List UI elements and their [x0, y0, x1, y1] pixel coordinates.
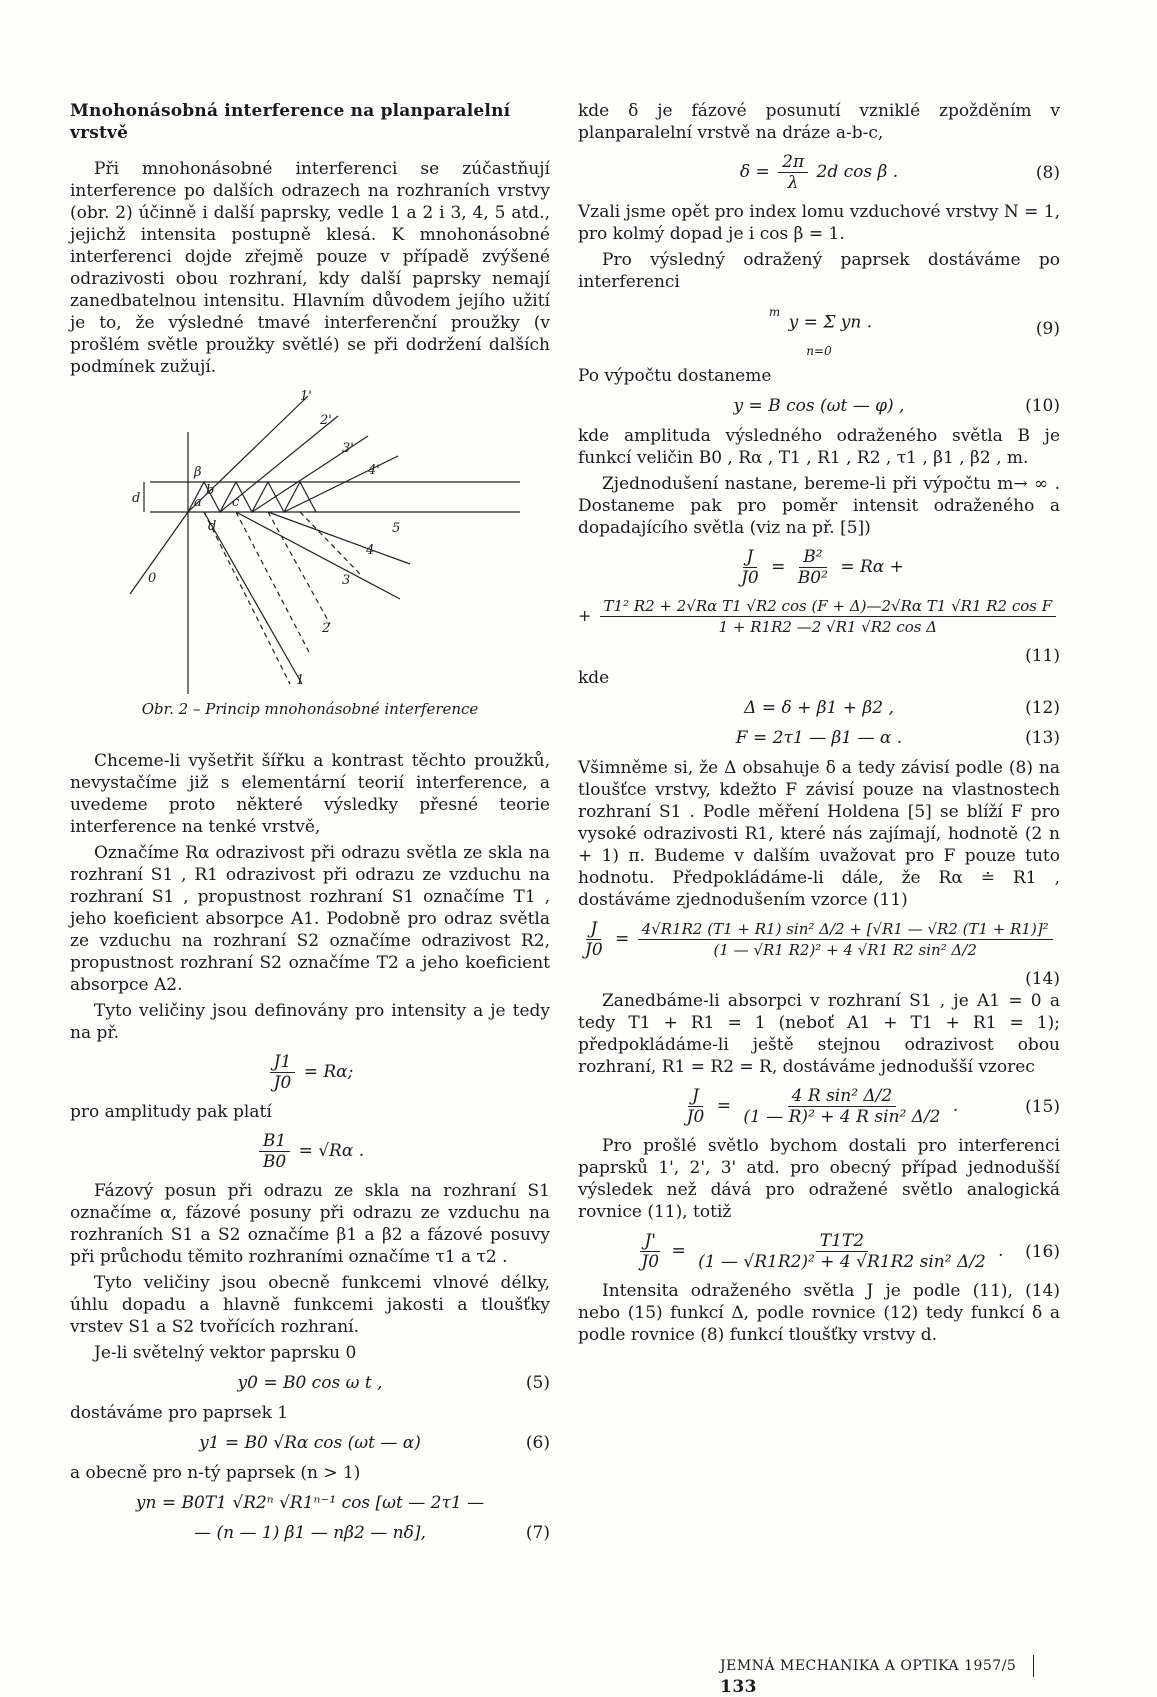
svg-text:β: β: [194, 465, 202, 480]
paragraph: Vzali jsme opět pro index lomu vzduchové vrstvy N = 1, pro kolmý dopad je i cos β = 1.: [578, 202, 1060, 244]
paragraph: dostáváme pro paprsek 1: [70, 1403, 289, 1423]
equation-14-number: (14): [1025, 969, 1060, 989]
paragraph: Při mnohonásobné interferenci se zúčastňují interference po dalších odrazech na rozhraních vrstvy (obr. 2) účinně i další paprsky, vedle 1 a 2 i 3, 4, 5 atd., jejichž intensita postupně klesá. K mnohonásobné interferenci dojde zřejmě pouze v případě zvýšené odrazivosti obou rozhraní, kdy další paprsky nemají zanedbatelnou intensitu. Hlavním důvodem jejího užití je to, že výsledné tmavé interferenční proužky (v prošlém světle proužky světlé) se při dodržení dalších podmínek zužují.: [70, 159, 550, 377]
transmitted-ray-1: [204, 512, 302, 684]
paragraph: kde: [578, 668, 610, 688]
paragraph: a obecně pro n-tý paprsek (n > 1): [70, 1463, 361, 1483]
left-column: [70, 100, 550, 1552]
equation-12: Δ = δ + β1 + β2 , (12): [744, 698, 1060, 718]
equation-8: δ = $\frac{2\pi}{\lambda}$ 2d cos β . (8): [739, 152, 1060, 193]
page-footer: [720, 1655, 1060, 1697]
equation-7-cont: — (n — 1) β1 — nβ2 — nδ], (7): [194, 1523, 550, 1543]
svg-text:a: a: [194, 495, 202, 510]
figure-interference-diagram: [70, 384, 550, 694]
equation-14: $\frac{J}{J0}$ = $\frac{\text{4√R1R2 (T1 + R1) sin² Δ/2 + [√R1 — √R2 (T1 + R1)]²}}{\text{(1 — √R1 R2)² + 4 √R1 R2 sin² Δ/2}}$: [578, 919, 1060, 960]
svg-text:d: d: [132, 491, 141, 506]
page-number: 133: [720, 1677, 757, 1697]
equation-amplitude-ratio: $\frac{B1}{B0}$ = √Rα .: [70, 1131, 550, 1172]
paragraph: Pro prošlé světlo bychom dostali pro interferenci paprsků 1', 2', 3' atd. pro obecný případ jednodušší výsledek než dává pro odražené světlo analogická rovnice (11), totiž: [578, 1136, 1060, 1222]
equation-11-second-line: + $\frac{\text{T1² R2 + 2√Rα T1 √R2 cos (F + Δ)—2√Rα T1 √R1 R2 cos F}}{\text{1 + R1R2 —2 √R1 √R2 cos Δ}}$: [578, 596, 1060, 637]
equation-7: yn = B0T1 √R2ⁿ √R1ⁿ⁻¹ cos [ωt — 2τ1 —: [135, 1493, 485, 1513]
incident-ray: [130, 512, 188, 594]
svg-text:4: 4: [366, 543, 375, 558]
paragraph: Intensita odraženého světla J je podle (11), (14) nebo (15) funkcí Δ, podle rovnice (12) tedy funkcí δ a podle rovnice (8) funkcí tloušťky vrstvy d.: [578, 1281, 1060, 1345]
footer-separator: [1033, 1655, 1034, 1677]
equation-6: y1 = B0 √Rα cos (ωt — α) (6): [199, 1433, 550, 1453]
svg-text:0: 0: [148, 571, 157, 586]
paragraph: Zanedbáme-li absorpci v rozhraní S1 , je A1 = 0 a tedy T1 + R1 = 1 (neboť A1 + T1 + R1 = 1); předpokládáme-li ještě stejnou odrazivost obou rozhraní, R1 = R2 = R, dostáváme jednodušší vzorec: [578, 991, 1060, 1077]
paragraph: Zjednodušení nastane, bereme-li při výpočtu m→ ∞ . Dostaneme pak pro poměr intensit odraženého a dopadajícího světla (viz na př. [5]): [578, 474, 1060, 538]
paragraph: Tyto veličiny jsou obecně funkcemi vlnové délky, úhlu dopadu a hlavně funkcemi jakosti a tloušťky vrstev S1 a S2 tvořících rozhraní.: [70, 1273, 550, 1337]
paragraph: Pro výsledný odražený paprsek dostáváme po interferenci: [578, 250, 1060, 292]
svg-text:b: b: [206, 483, 215, 498]
equation-intensity-ratio: $\frac{J1}{J0}$ = Rα;: [70, 1052, 550, 1093]
svg-text:c: c: [232, 495, 240, 510]
equation-5: y0 = B0 cos ω t , (5): [237, 1373, 550, 1393]
svg-text:2': 2': [320, 413, 332, 428]
paragraph: Tyto veličiny jsou definovány pro intensity a je tedy na př.: [70, 1001, 550, 1043]
svg-text:3: 3: [342, 573, 351, 588]
paragraph: Fázový posun při odrazu ze skla na rozhraní S1 označíme α, fázové posuny při odrazu ze vzduchu na rozhraních S1 a S2 označíme β1 a β2 a fázové posuvy při průchodu těmito rozhraními označíme τ1 a τ2 .: [70, 1181, 550, 1267]
journal-name: JEMNÁ MECHANIKA A OPTIKA 1957/5: [720, 1658, 1017, 1674]
svg-text:d: d: [208, 519, 217, 534]
paragraph: pro amplitudy pak platí: [70, 1102, 272, 1122]
paragraph: kde amplituda výsledného odraženého světla B je funkcí veličin B0 , Rα , T1 , R1 , R2 , τ1 , β1 , β2 , m.: [578, 426, 1060, 468]
equation-13: F = 2τ1 — β1 — α . (13): [735, 728, 1060, 748]
svg-text:3': 3': [342, 441, 354, 456]
equation-15: $\frac{J}{J0}$ = $\frac{\text{4 R sin² Δ/2}}{\text{(1 — R)² + 4 R sin² Δ/2}}$ . (15): [686, 1086, 1060, 1127]
figure-caption: Obr. 2 – Princip mnohonásobné interference: [141, 700, 479, 718]
paragraph: kde δ je fázové posunutí vzniklé zpožděním v planparalelní vrstvě na dráze a-b-c,: [578, 101, 1060, 143]
section-heading: Mnohonásobná interference na planparalelní vrstvě: [70, 101, 511, 143]
paragraph: Po výpočtu dostaneme: [578, 366, 772, 386]
svg-text:1: 1: [296, 673, 305, 688]
svg-text:5: 5: [392, 521, 401, 536]
svg-text:1': 1': [300, 389, 312, 404]
svg-text:4': 4': [368, 463, 380, 478]
paragraph: Je-li světelný vektor paprsku 0: [94, 1343, 357, 1363]
equation-10: y = B cos (ωt — φ) , (10): [733, 396, 1060, 416]
paragraph: Označíme Rα odrazivost při odrazu světla ze skla na rozhraní S1 , R1 odrazivost při odrazu ze vzduchu na rozhraní S1 , propustnost rozhraní S1 označíme T1 , jeho koeficient absorpce A1. Podobně pro odraz světla ze vzduchu na rozhraní S2 označíme odrazivost R2, propustnost rozhraní S2 označíme T2 a jeho koeficient absorpce A2.: [70, 843, 550, 995]
paragraph: Chceme-li vyšetřit šířku a kontrast těchto proužků, nevystačíme již s elementární teorií interference, a uvedeme proto některé výsledky přesné teorie interference na tenké vrstvě,: [70, 751, 550, 837]
right-column: [578, 100, 1060, 1350]
interference-diagram-svg: [70, 384, 550, 694]
equation-9: m y = Σ yn . n=0 (9): [768, 305, 1060, 358]
equation-11-first-line: $\frac{J}{J0}$ = $\frac{\text{B²}}{\text{B0²}}$ = Rα +: [741, 547, 904, 588]
svg-text:2: 2: [322, 621, 331, 636]
equation-16: $\frac{J'}{J0}$ = $\frac{T1T2}{\text{(1 — √R1R2)² + 4 √R1R2 sin² Δ/2}}$ . (16): [641, 1231, 1060, 1272]
equation-11-number: (11): [1025, 646, 1060, 666]
paragraph: Všimněme si, že Δ obsahuje δ a tedy závisí podle (8) na tloušťce vrstvy, kdežto F závisí pouze na vlastnostech rozhraní S1 . Podle měření Holdena [5] se blíží F pro vysoké odrazivosti R1, které nás zajímají, hodnotě (2 n + 1) π. Budeme v dalším uvažovat pro F pouze tuto hodnotu. Předpokládáme-li dále, že Rα ≐ R1 , dostáváme zjednodušením vzorce (11): [578, 758, 1060, 910]
